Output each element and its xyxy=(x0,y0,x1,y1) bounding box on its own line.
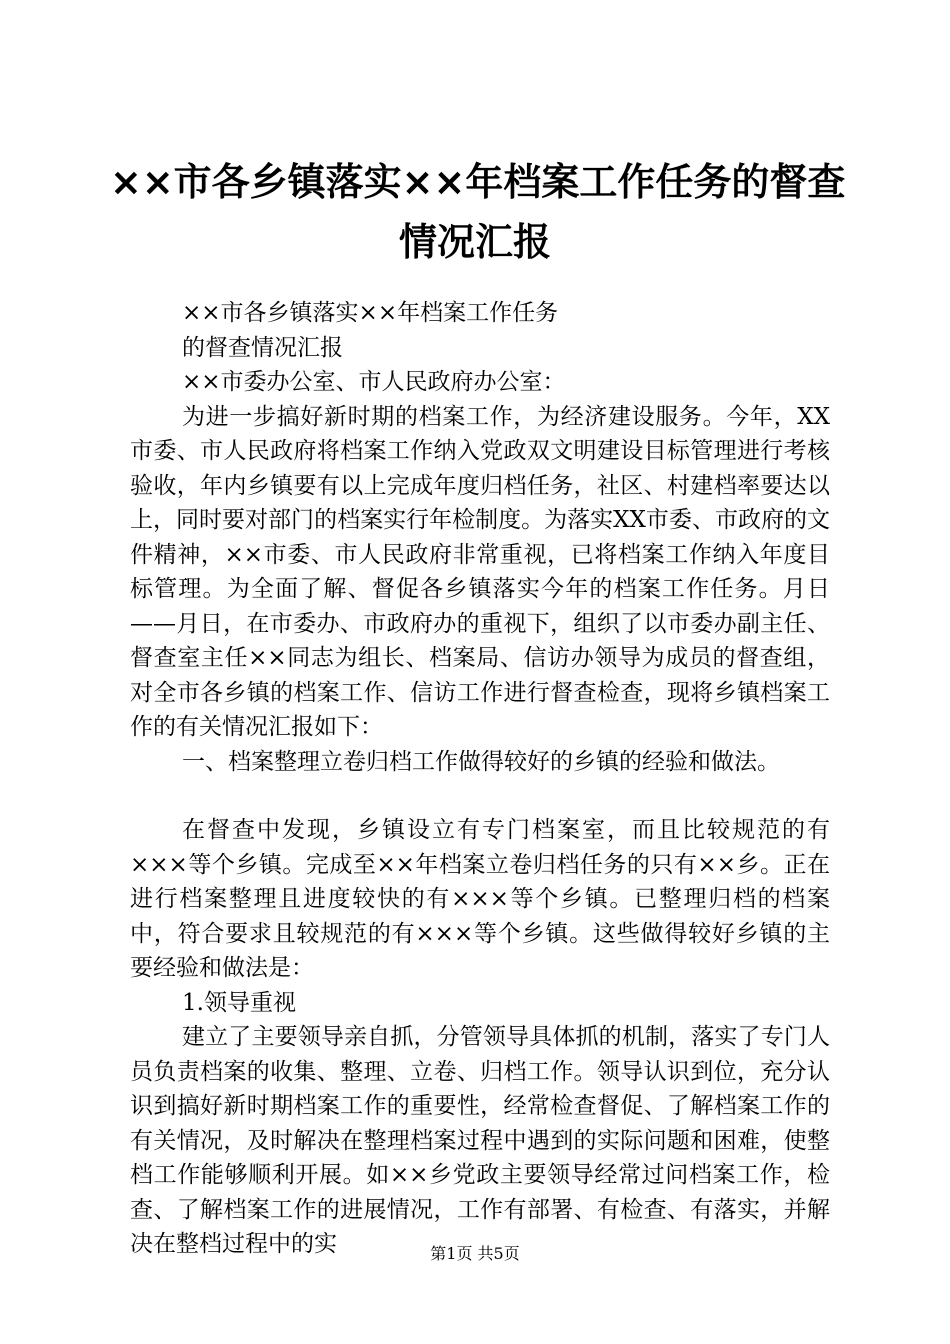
salutation: ××市委办公室、市人民政府办公室： xyxy=(182,369,566,395)
page-footer: 第1页 共5页 xyxy=(430,1244,520,1263)
section-heading-1: 一、档案整理立卷归档工作做得较好的乡镇的经验和做法。 xyxy=(182,748,780,775)
subtitle-line-1: ××市各乡镇落实××年档案工作任务 xyxy=(182,300,559,326)
subheading-leadership: 1.领导重视 xyxy=(182,989,296,1016)
document-body xyxy=(130,296,830,1262)
intro-paragraph: 为进一步搞好新时期的档案工作，为经济建设服务。今年，XX市委、市人民政府将档案工作纳入党政双文明建设目标管理进行考核验收，年内乡镇要有以上完成年度归档任务，社区、村建档率要达以上，同时要对部门的档案实行年检制度。为落实XX市委、市政府的文件精神，××市委、市人民政府非常重视，已将档案工作纳入年度目标管理。为全面了解、督促各乡镇落实今年的档案工作任务。月日——月日，在市委办、市政府办的重视下，组织了以市委办副主任、督查室主任××同志为组长、档案局、信访办领导为成员的督查组，对全市各乡镇的档案工作、信访工作进行督查检查，现将乡镇档案工作的有关情况汇报如下： xyxy=(130,403,830,740)
document-title-line-1: ××市各乡镇落实××年档案工作任务的督查 xyxy=(110,160,846,204)
subtitle-line-2: 的督查情况汇报 xyxy=(182,334,343,361)
document-title-line-2: 情况汇报 xyxy=(398,220,551,264)
findings-paragraph: 在督查中发现，乡镇设立有专门档案室，而且比较规范的有×××等个乡镇。完成至××年档案立卷归档任务的只有××乡。正在进行档案整理且进度较快的有×××等个乡镇。已整理归档的档案中，符合要求且较规范的有×××等个乡镇。这些做得较好乡镇的主要经验和做法是： xyxy=(130,817,830,981)
leadership-paragraph: 建立了主要领导亲自抓，分管领导具体抓的机制，落实了专门人员负责档案的收集、整理、立卷、归档工作。领导认识到位，充分认识到搞好新时期档案工作的重要性，经常检查督促、了解档案工作的有关情况，及时解决在整理档案过程中遇到的实际问题和困难，使整档工作能够顺利开展。如××乡党政主要领导经常过问档案工作，检查、了解档案工作的进展情况，工作有部署、有检查、有落实，并解决在整档过程中的实 xyxy=(130,1024,830,1257)
